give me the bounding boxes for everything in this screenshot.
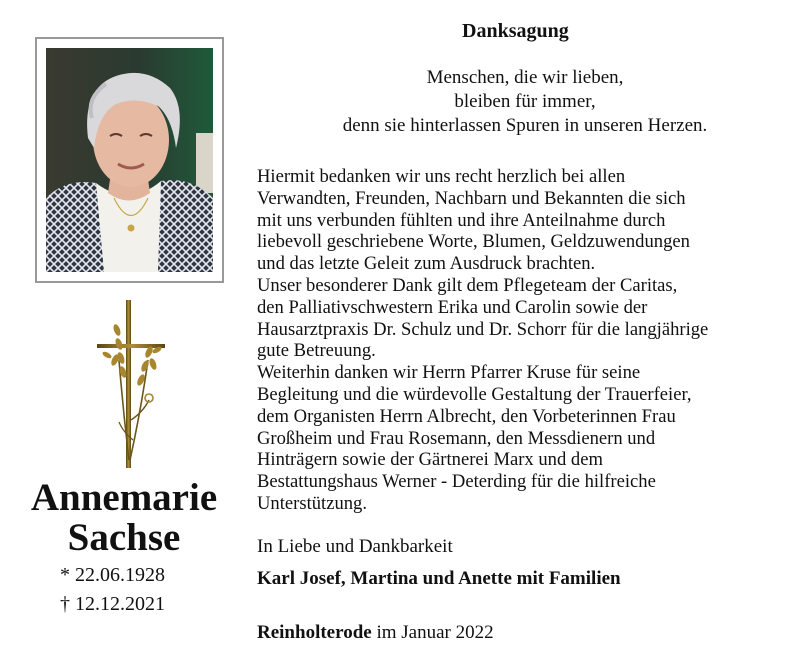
body-line: Bestattungshaus Werner - Deterding für die hilfreiche	[257, 471, 656, 493]
heading: Danksagung	[462, 20, 569, 42]
body-line: Begleitung und die würdevolle Gestaltung der Trauerfeier,	[257, 383, 692, 405]
quote-line: bleiben für immer,	[454, 91, 596, 112]
date: im Januar 2022	[376, 622, 494, 643]
body-line: den Palliativschwestern Erika und Carolin sowie der	[257, 296, 648, 318]
portrait-frame	[35, 37, 224, 283]
family-names: Karl Josef, Martina und Anette mit Familien	[257, 568, 621, 589]
body-line: Weiterhin danken wir Herrn Pfarrer Kruse für seine	[257, 362, 641, 384]
quote-line: denn sie hinterlassen Spuren in unseren Herzen.	[342, 115, 708, 136]
thank-you-text	[257, 166, 787, 515]
body-line: Hinträgern sowie der Gärtnerei Marx und dem	[257, 449, 603, 471]
death-date: † 12.12.2021	[60, 593, 165, 615]
portrait-photo	[46, 48, 213, 272]
body-line: Hiermit bedanken wir uns recht herzlich bei allen	[257, 166, 626, 187]
quote	[300, 66, 750, 138]
quote-line: Menschen, die wir lieben,	[426, 67, 624, 88]
closing-line: In Liebe und Dankbarkeit	[257, 536, 453, 557]
place: Reinholterode	[257, 622, 372, 643]
body-line: dem Organisten Herrn Albrecht, den Vorbeterinnen Frau	[257, 405, 676, 427]
body-line: gute Betreuung.	[257, 340, 376, 362]
body-line: mit uns verbunden fühlten und ihre Anteilnahme durch	[257, 209, 666, 231]
deceased-last-name: Sachse	[67, 516, 181, 559]
birth-date: * 22.06.1928	[60, 564, 165, 586]
body-line: liebevoll geschriebene Worte, Blumen, Geldzuwendungen	[257, 231, 690, 253]
place-date	[257, 622, 494, 644]
body-line: Großheim und Frau Rosemann, den Messdienern und	[257, 427, 656, 449]
body-line: Unterstützung.	[257, 492, 367, 514]
body-line: Verwandten, Freunden, Nachbarn und Bekannten die sich	[257, 187, 686, 209]
body-line: und das letzte Geleit zum Ausdruck brachten.	[257, 253, 596, 275]
body-line: Unser besonderer Dank gilt dem Pflegeteam der Caritas,	[257, 274, 678, 296]
body-line: Hausarztpraxis Dr. Schulz und Dr. Schorr für die langjährige	[257, 318, 709, 340]
cross-with-wheat-icon	[93, 300, 171, 472]
deceased-first-name: Annemarie	[30, 476, 218, 519]
